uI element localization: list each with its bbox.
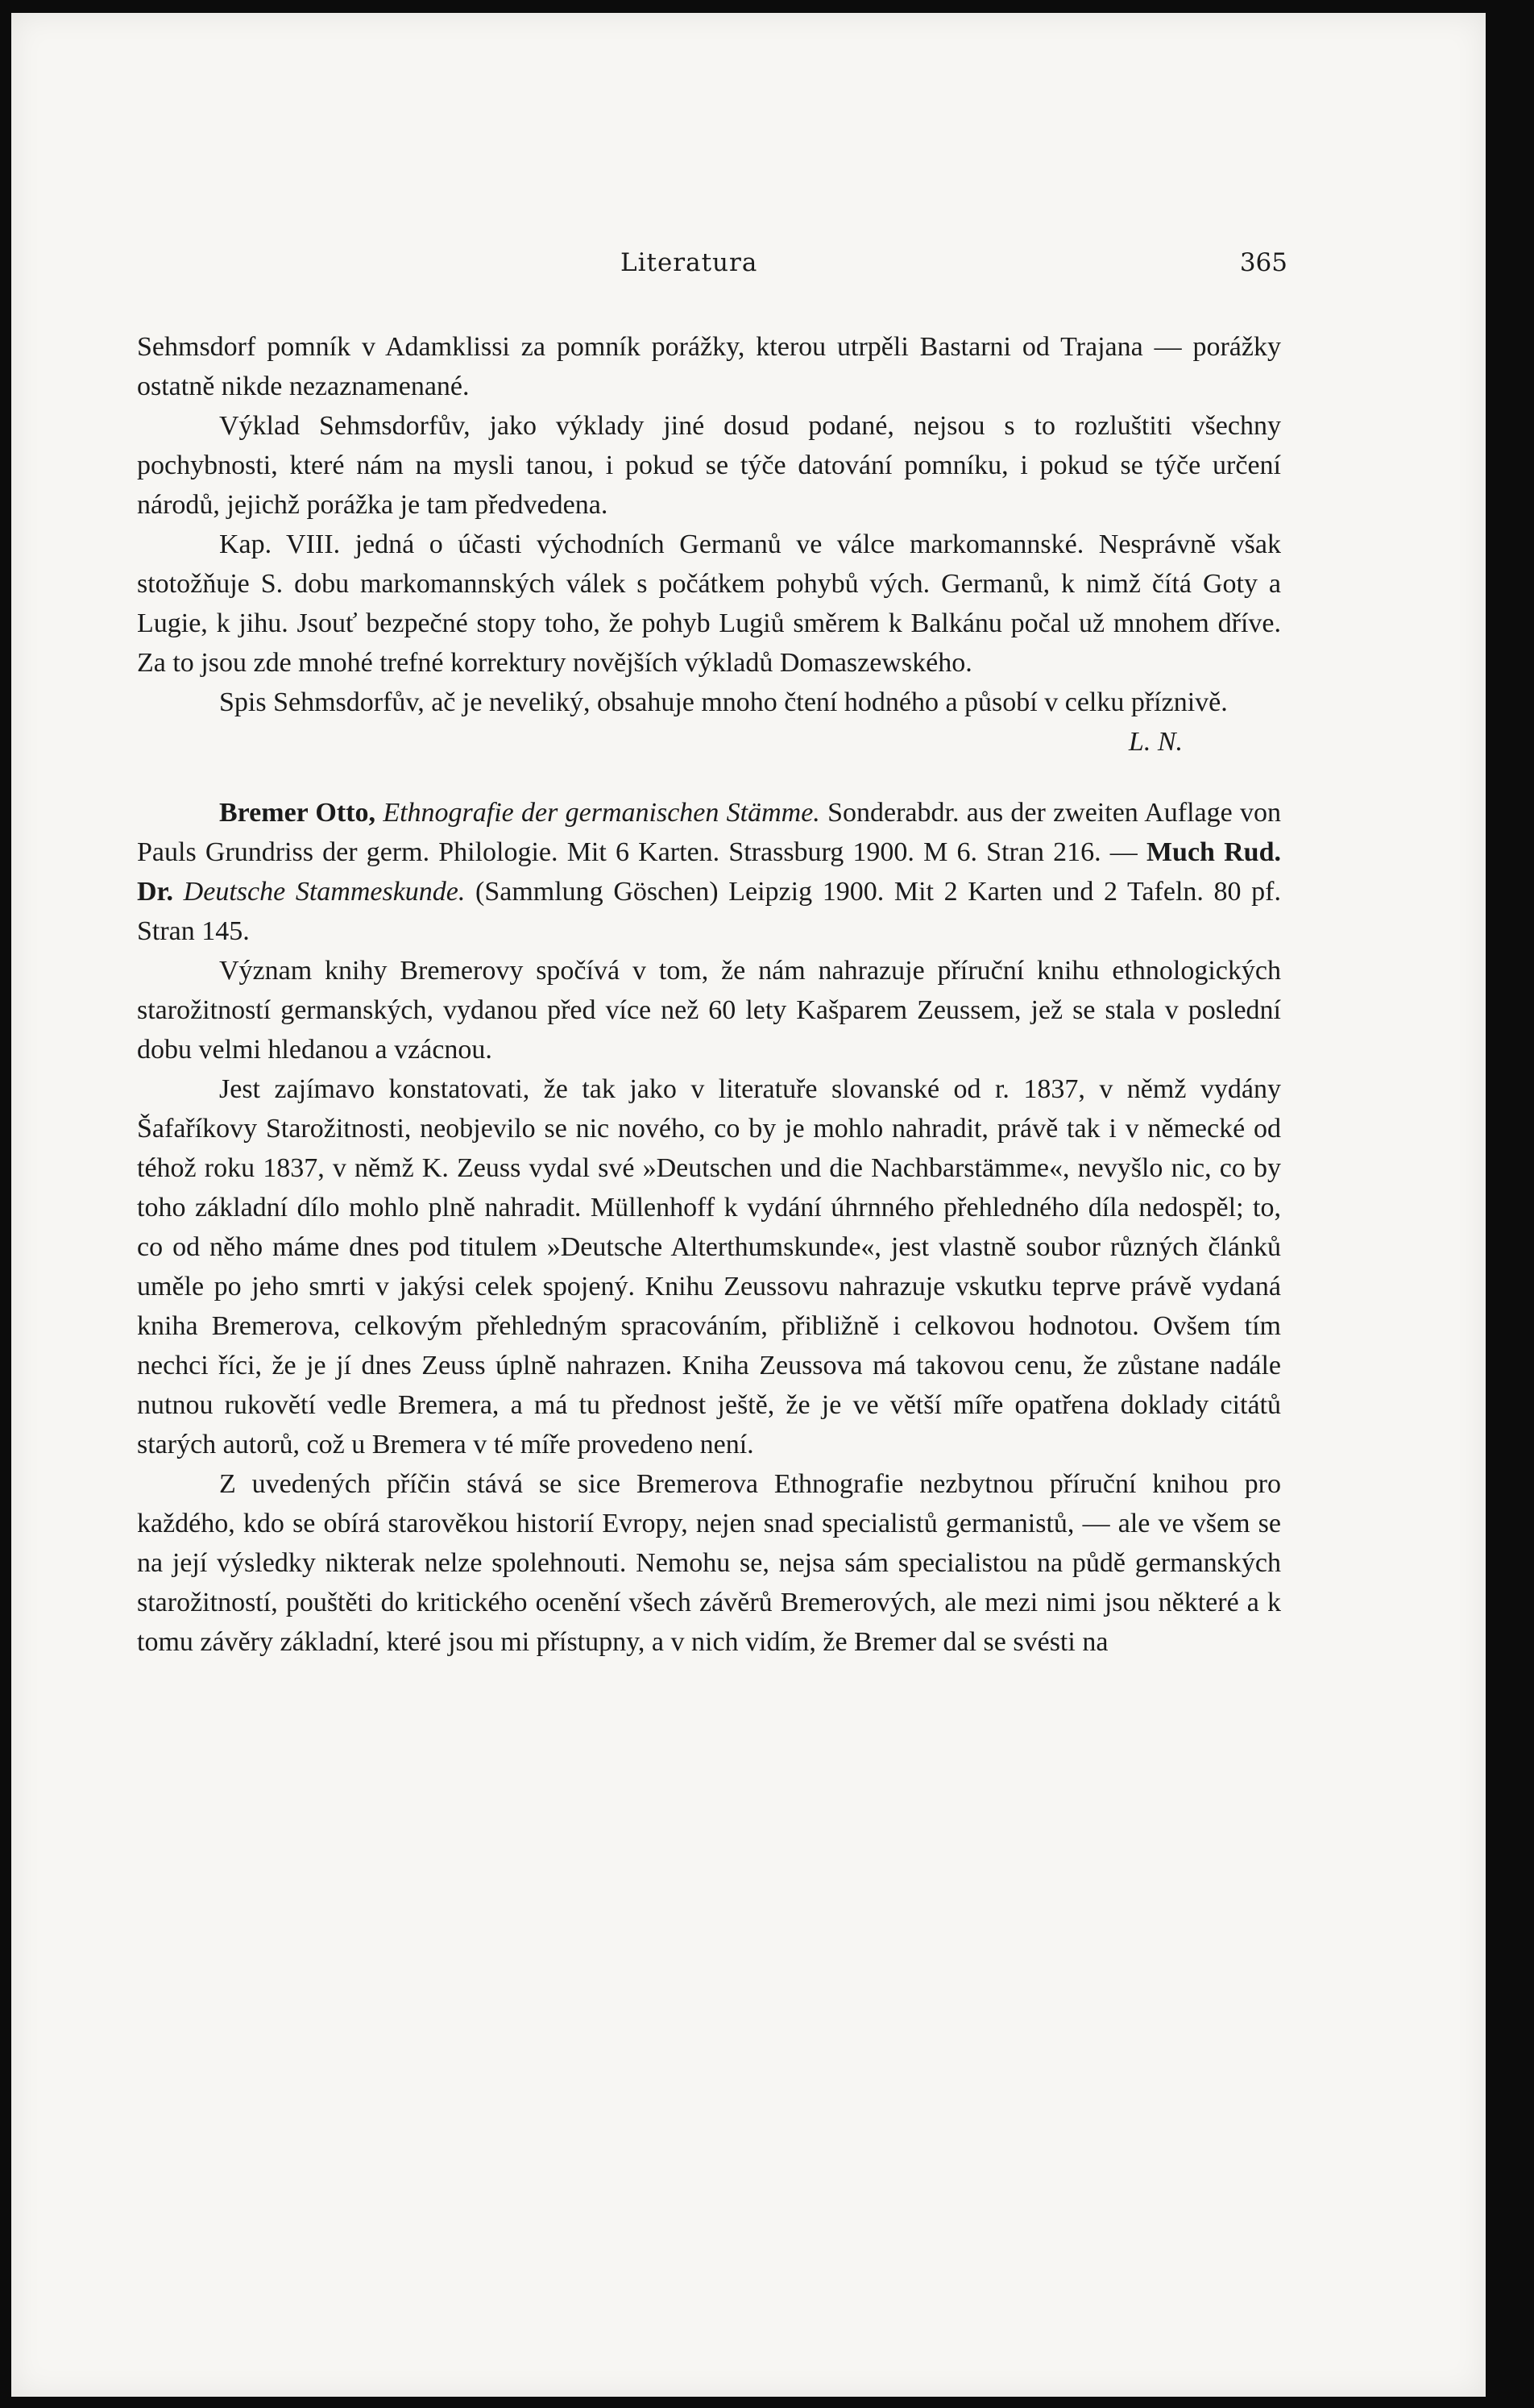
entry-gap [137,762,1281,793]
page-number: 365 [1239,248,1287,277]
page-sheet [11,13,1486,2397]
page-content [137,13,1287,2397]
bib-author-much: Much Rud. Dr. [137,837,1281,907]
bib-details-bremer: Sonderabdr. aus der zweiten Auflage von Pauls Grundriss der germ. Philologie. Mit 6 Karten. Strassburg 1900. M 6. Stran 216. — [137,798,1281,867]
signature-line [137,722,1281,762]
body-text [137,327,1281,1662]
bibliographic-entry [137,793,1281,951]
running-head [137,248,1287,289]
review1-paragraph-2: Výklad Sehmsdorfův, jako výklady jiné dosud podané, nejsou s to rozluštiti všechny pochybnosti, které nám na mysli tanou, i pokud se týče datování pomníku, i pokud se týče určení národů, jejichž porážka je tam předvedena. [137,411,1281,520]
bib-title-ethnografie: Ethnografie der germanischen Stämme. [383,798,820,828]
review1-paragraph-1: Sehmsdorf pomník v Adamklissi za pomník porážky, kterou utrpěli Bastarni od Trajana — porážky ostatně nikde nezaznamenané. [137,332,1281,401]
review1-paragraph-3: Kap. VIII. jedná o účasti východních Germanů ve válce markomannské. Nesprávně však stotožňuje S. dobu markomannských válek s počátkem pohybů vých. Germanů, k nimž čítá Goty a Lugie, k jihu. Jsouť bezpečné stopy toho, že pohyb Lugiů směrem k Balkánu počal už mnohem dříve. Za to jsou zde mnohé trefné korrektury novějších výkladů Domaszewského. [137,529,1281,678]
review2-paragraph-3: Z uvedených příčin stává se sice Bremerova Ethnografie nezbytnou příruční knihou pro každého, kdo se obírá starověkou historií Evropy, nejen snad specialistů germanistů, — ale ve všem se na její výsledky nikterak nelze spolehnouti. Nemohu se, nejsa sám specialistou na půdě germanských starožitností, pouštěti do kritického ocenění všech závěrů Bremerových, ale mezi nimi jsou některé a k tomu závěry základní, které jsou mi přístupny, a v nich vidím, že Bremer dal se svésti na [137,1469,1281,1657]
bib-details-much: (Sammlung Göschen) Leipzig 1900. Mit 2 Karten und 2 Tafeln. 80 pf. Stran 145. [137,877,1281,946]
bib-author-bremer: Bremer Otto, [219,798,376,828]
running-title: Literatura [620,248,758,277]
review2-paragraph-2: Jest zajímavo konstatovati, že tak jako v literatuře slovanské od r. 1837, v němž vydány Šafaříkovy Starožitnosti, neobjevilo se nic nového, co by je mohlo nahradit, právě tak i v německé od téhož roku 1837, v němž K. Zeuss vydal své »Deutschen und die Nachbarstämme«, nevyšlo nic, co by toho základní dílo mohlo plně nahradit. Müllenhoff k vydání úhrnného přehledného díla nedospěl; to, co od něho máme dnes pod titulem »Deutsche Alterthumskunde«, jest vlastně soubor různých článků uměle po jeho smrti v jakýsi celek spojený. Knihu Zeussovu nahrazuje vskutku teprve právě vydaná kniha Bremerova, celkovým přehledným spracováním, přibližně i celkovou hodnotou. Ovšem tím nechci říci, že je jí dnes Zeuss úplně nahrazen. Kniha Zeussova má takovou cenu, že zůstane nadále nutnou rukovětí vedle Bremera, a má tu přednost ještě, že je ve větší míře opatřena doklady citátů starých autorů, což u Bremera v té míře provedeno není. [137,1074,1281,1459]
bib-title-stammeskunde: Deutsche Stammeskunde. [183,877,466,907]
reviewer-signature: L. N. [1128,727,1183,757]
review2-paragraph-1: Význam knihy Bremerovy spočívá v tom, že nám nahrazuje příruční knihu ethnologických starožitností germanských, vydanou před více než 60 lety Kašparem Zeussem, jež se stala v poslední dobu velmi hledanou a vzácnou. [137,956,1281,1065]
review1-paragraph-4: Spis Sehmsdorfův, ač je neveliký, obsahuje mnoho čtení hodného a působí v celku příznivě. [219,687,1228,717]
